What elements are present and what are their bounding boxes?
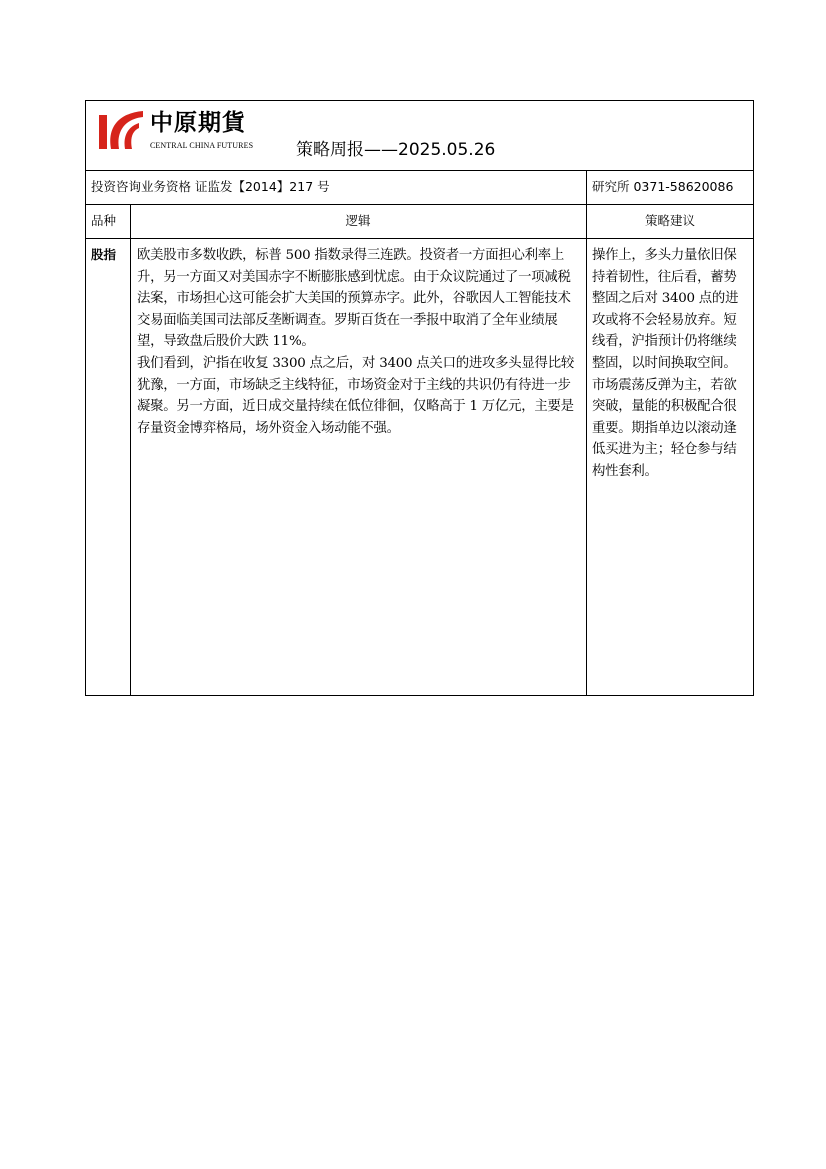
header-variety: 品种 bbox=[91, 213, 117, 228]
rule-col-variety bbox=[130, 205, 131, 695]
rule-column-headers-bottom bbox=[86, 238, 753, 239]
row-variety: 股指 bbox=[91, 247, 117, 262]
qualification-text: 投资咨询业务资格 证监发【2014】217 号 bbox=[91, 179, 330, 194]
logo-mark-icon bbox=[99, 109, 143, 153]
company-logo bbox=[99, 108, 274, 154]
rule-info-divider bbox=[586, 171, 587, 205]
header-logic: 逻辑 bbox=[345, 213, 371, 228]
row-logic bbox=[137, 245, 580, 439]
rule-info-bottom bbox=[86, 204, 753, 205]
logic-paragraph: 我们看到，沪指在收复 3300 点之后，对 3400 点关口的进攻多头显得比较犹豫，一方面，市场缺乏主线特征，市场资金对于主线的共识仍有待进一步凝聚。另一方面，近日成交量持续在低位徘徊，仅略高于 1 万亿元，主要是存量资金博弈格局，场外资金入场动能不强。 bbox=[137, 355, 574, 436]
rule-col-logic bbox=[586, 205, 587, 695]
contact-text: 研究所 0371-58620086 bbox=[592, 179, 734, 194]
logo-chinese-name: 中原期貨 bbox=[150, 110, 246, 136]
header-advice: 策略建议 bbox=[644, 213, 695, 228]
logic-paragraph: 欧美股市多数收跌，标普 500 指数录得三连跌。投资者一方面担心利率上升，另一方面又对美国赤字不断膨胀感到忧虑。由于众议院通过了一项减税法案，市场担心这可能会扩大美国的预算赤字。此外，谷歌因人工智能技术交易面临美国司法部反垄断调查。罗斯百货在一季报中取消了全年业绩展望，导致盘后股价大跌 11%。 bbox=[137, 248, 571, 350]
logo-english-name: CENTRAL CHINA FUTURES bbox=[150, 141, 254, 150]
report-table bbox=[85, 100, 754, 696]
rule-header-bottom bbox=[86, 170, 753, 171]
row-advice: 操作上，多头力量依旧保持着韧性，往后看，蓄势整固之后对 3400 点的进攻或将不会轻易放弃。短线看，沪指预计仍将继续整固，以时间换取空间。市场震荡反弹为主，若欲突破，量能的积极配合很重要。期指单边以滚动逢低买进为主；轻仓参与结构性套利。 bbox=[592, 248, 739, 479]
page-title: 策略周报——2025.05.26 bbox=[296, 140, 496, 160]
